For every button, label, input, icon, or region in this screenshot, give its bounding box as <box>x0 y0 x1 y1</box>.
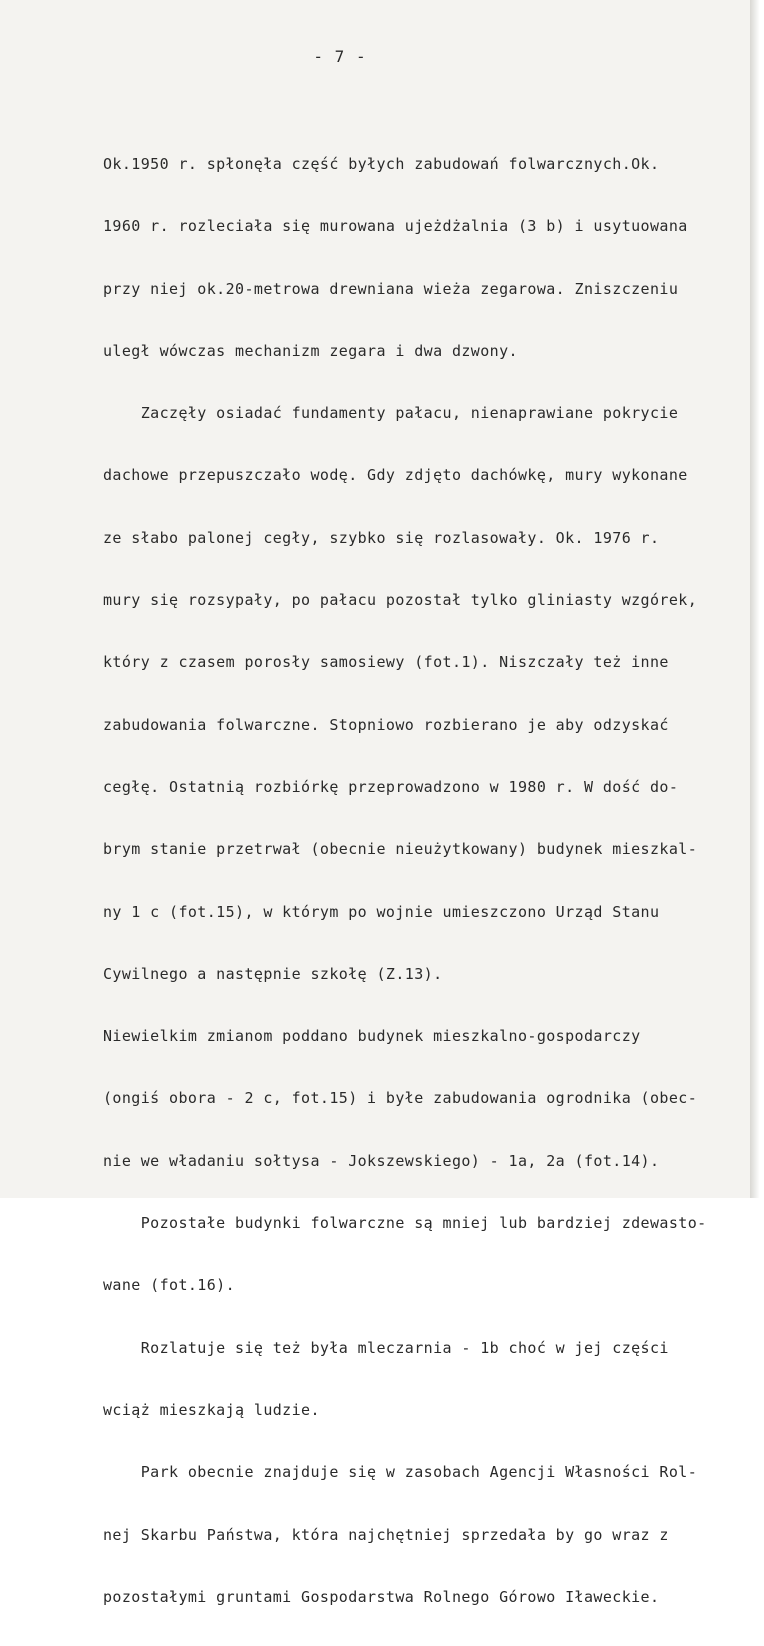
text-line: brym stanie przetrwał (obecnie nieużytkowany) budynek mieszkal- <box>103 840 698 859</box>
text-line: wane (fot.16). <box>103 1276 236 1295</box>
text-line: ze słabo palonej cegły, szybko się rozlasowały. Ok. 1976 r. <box>103 528 660 547</box>
text-line: pozostałymi gruntami Gospodarstwa Rolnego Górowo Iławeckie. <box>103 1587 660 1606</box>
page-edge <box>750 0 764 1198</box>
text-line: cegłę. Ostatnią rozbiórkę przeprowadzono w 1980 r. W dość do- <box>103 777 679 796</box>
text-line: 1960 r. rozleciała się murowana ujeżdżalnia (3 b) i usytuowana <box>103 217 688 236</box>
text-line: Niewielkim zmianom poddano budynek mieszkalno-gospodarczy <box>103 1027 641 1046</box>
text-line: Ok.1950 r. spłonęła część byłych zabudowań folwarcznych.Ok. <box>103 155 660 173</box>
text-line: mury się rozsypały, po pałacu pozostał tylko gliniasty wzgórek, <box>103 591 698 610</box>
text-line: uległ wówczas mechanizm zegara i dwa dzwony. <box>103 341 518 360</box>
text-line: ny 1 c (fot.15), w którym po wojnie umieszczono Urząd Stanu <box>103 902 660 921</box>
text-line: zabudowania folwarczne. Stopniowo rozbierano je aby odzyskać <box>103 715 669 734</box>
text-line: nej Skarbu Państwa, która najchętniej sprzedała by go wraz z <box>103 1525 669 1544</box>
text-line: dachowe przepuszczało wodę. Gdy zdjęto dachówkę, mury wykonane <box>103 466 688 485</box>
text-line: który z czasem porosły samosiewy (fot.1). Niszczały też inne <box>103 653 669 672</box>
text-line: Park obecnie znajduje się w zasobach Agencji Własności Rol- <box>103 1463 698 1482</box>
text-line: wciąż mieszkają ludzie. <box>103 1400 320 1419</box>
text-line: Rozlatuje się też była mleczarnia - 1b choć w jej części <box>103 1338 669 1357</box>
text-line: Pozostałe budynki folwarczne są mniej lub bardziej zdewasto- <box>103 1214 707 1233</box>
text-line: przy niej ok.20-metrowa drewniana wieża zegarowa. Zniszczeniu <box>103 279 679 298</box>
text-line: Zaczęły osiadać fundamenty pałacu, nienaprawiane pokrycie <box>103 404 679 423</box>
text-line: nie we władaniu sołtysa - Jokszewskiego) - 1a, 2a (fot.14). <box>103 1151 660 1170</box>
text-line: Cywilnego a następnie szkołę (Z.13). <box>103 964 443 983</box>
text-line: (ongiś obora - 2 c, fot.15) i byłe zabudowania ogrodnika (obec- <box>103 1089 698 1108</box>
body-text <box>103 115 707 1646</box>
page-number: - 7 - <box>313 47 367 66</box>
